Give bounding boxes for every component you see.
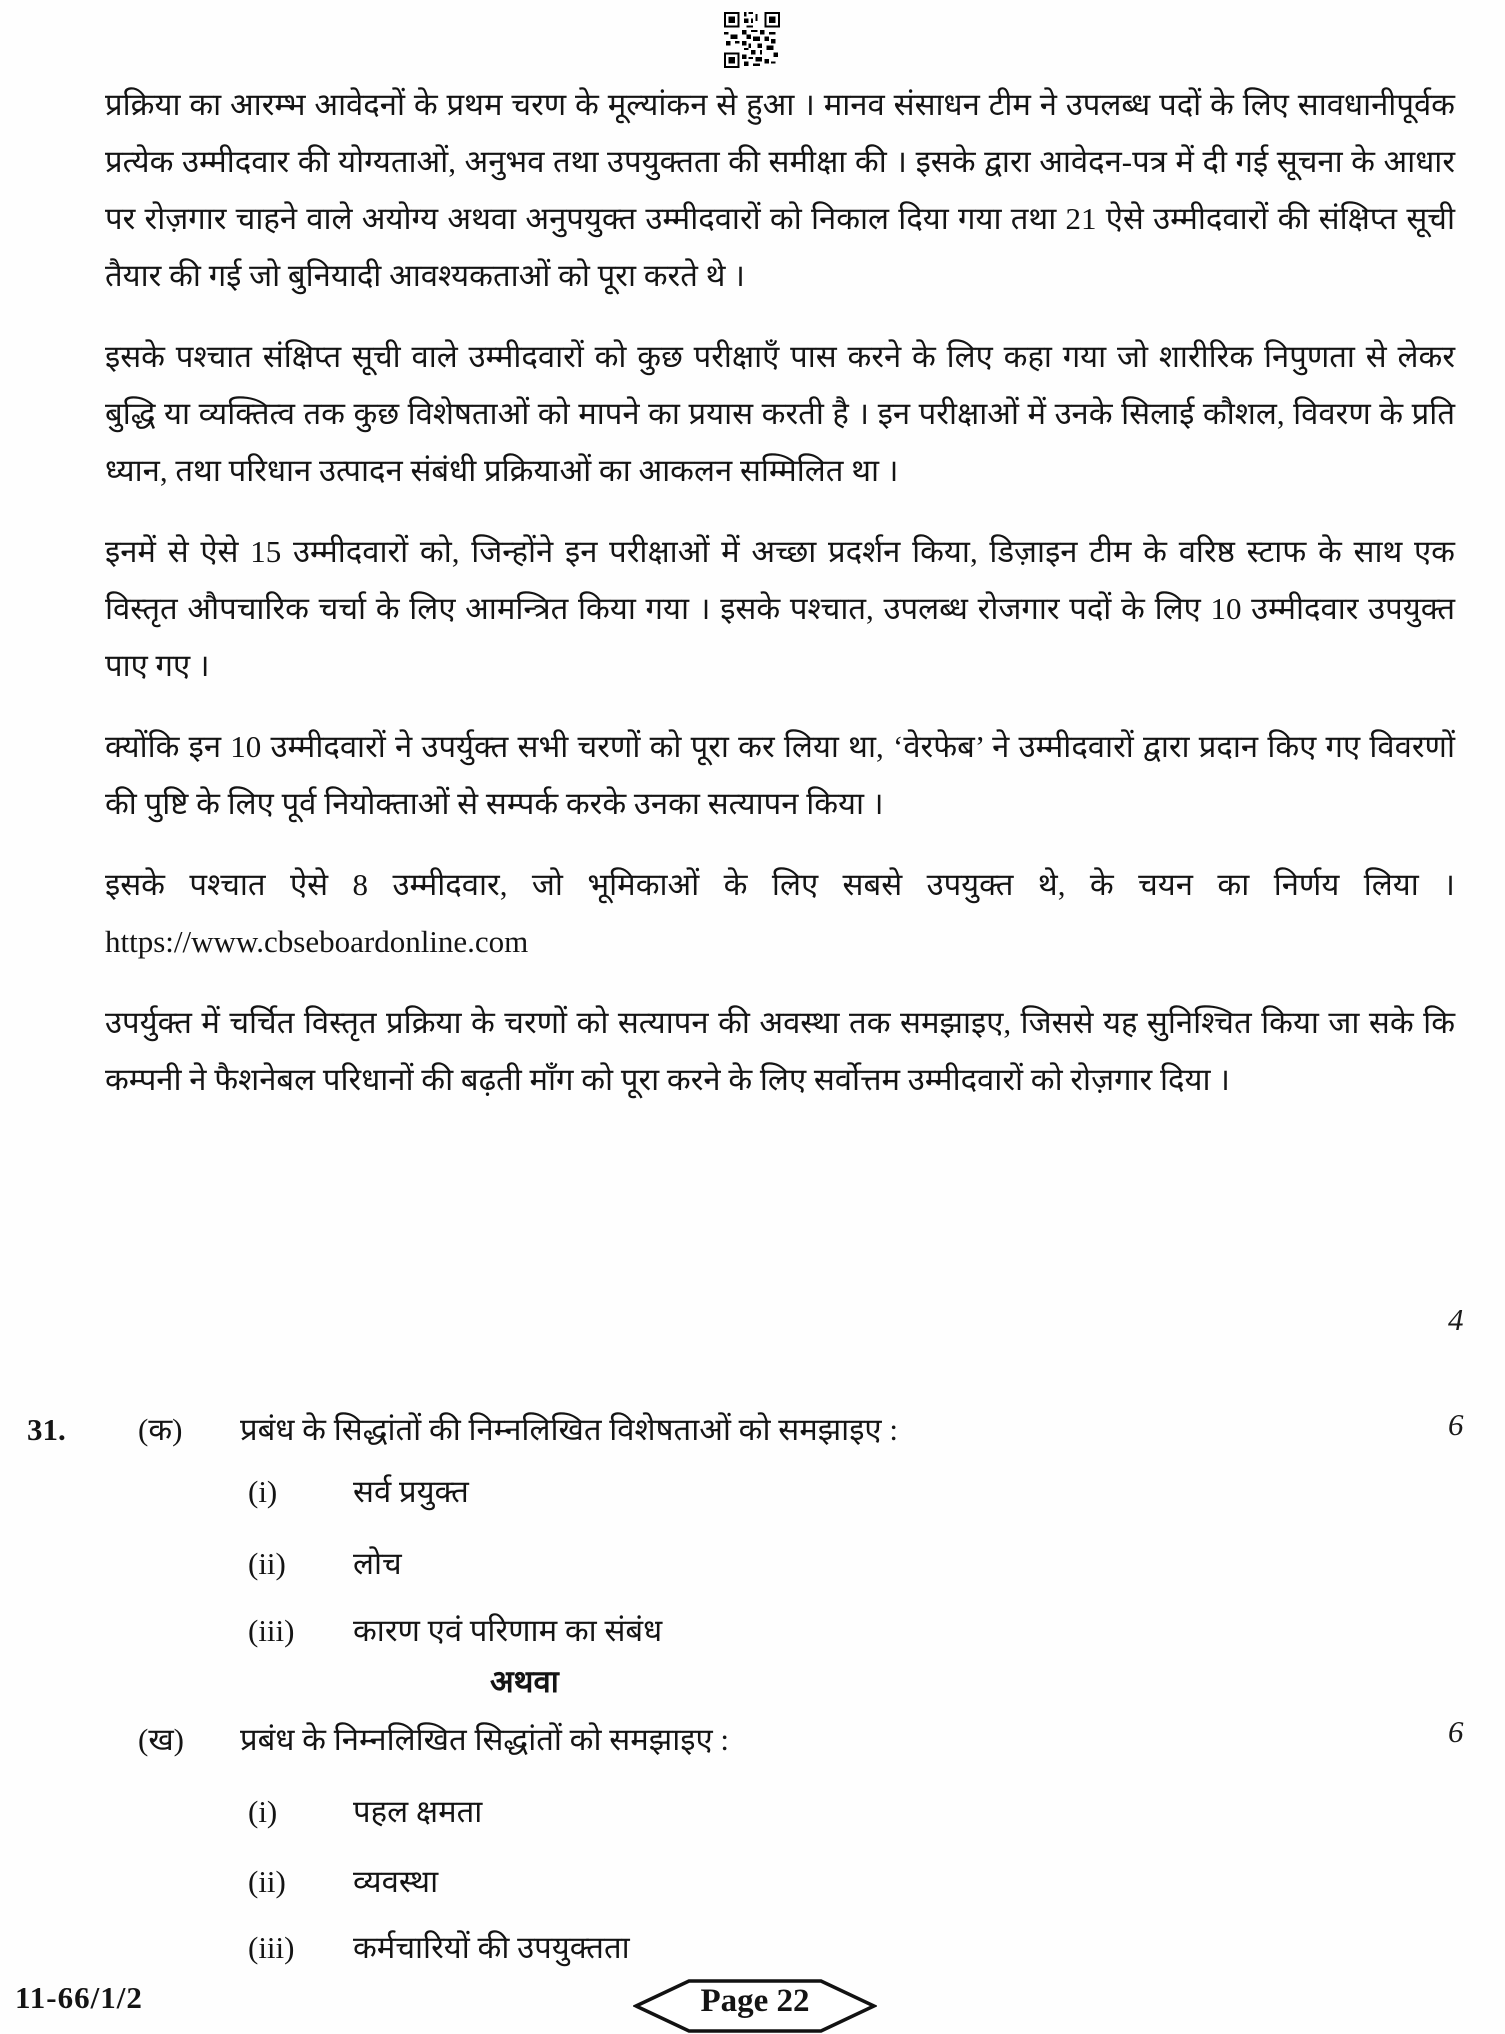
item-text: सर्व प्रयुक्त: [353, 1474, 469, 1509]
case-study-passage: [105, 76, 1455, 1132]
item-number: (i): [248, 1474, 278, 1509]
marks-q31-kha: 6: [1448, 1714, 1464, 1749]
page-number-badge: [633, 1977, 877, 2034]
marks-q31-ka: 6: [1448, 1407, 1464, 1442]
qr-code: [724, 12, 780, 68]
item-number: (i): [248, 1794, 278, 1829]
question-number: 31.: [27, 1412, 66, 1447]
paper-code: 11-66/1/2: [15, 1980, 143, 2015]
item-text: लोच: [353, 1546, 402, 1581]
item-number: (iii): [248, 1613, 295, 1648]
or-separator: अथवा: [490, 1664, 559, 1699]
page-number-label: Page 22: [700, 1983, 810, 2019]
item-text: व्यवस्था: [353, 1864, 439, 1899]
item-text: कारण एवं परिणाम का संबंध: [353, 1613, 663, 1648]
question-31-ka: [0, 1404, 1440, 1466]
passage-paragraph-with-url: इसके पश्चात ऐसे 8 उम्मीदवार, जो भूमिकाओं के लिए सबसे उपयुक्त थे, के चयन का निर्णय लिया । https://www.cbseboardonline.com: [105, 867, 1455, 959]
passage-paragraph: उपर्युक्त में चर्चित विस्तृत प्रक्रिया के चरणों को सत्यापन की अवस्था तक समझाइए, जिससे यह सुनिश्चित किया जा सके कि कम्पनी ने फैशनेबल परिधानों की बढ़ती माँग को पूरा करने के लिए सर्वोत्तम उम्मीदवारों को रोज़गार दिया ।: [105, 1005, 1455, 1097]
or-separator-row: [0, 1656, 1440, 1718]
passage-paragraph: इसके पश्चात संक्षिप्त सूची वाले उम्मीदवारों को कुछ परीक्षाएँ पास करने के लिए कहा गया जो शारीरिक निपुणता से लेकर बुद्धि या व्यक्तित्व तक कुछ विशेषताओं को मापने का प्रयास करती है । इन परीक्षाओं में उनके सिलाई कौशल, विवरण के प्रति ध्यान, तथा परिधान उत्पादन संबंधी प्रक्रियाओं का आकलन सम्मिलित था ।: [105, 339, 1455, 488]
question-31-kha-item-2: [0, 1856, 1440, 1918]
passage-paragraph: क्योंकि इन 10 उम्मीदवारों ने उपर्युक्त सभी चरणों को पूरा कर लिया था, ‘वेरफेब’ ने उम्मीदवारों द्वारा प्रदान किए गए विवरणों की पुष्टि के लिए पूर्व नियोक्ताओं से सम्पर्क करके उनका सत्यापन किया ।: [105, 729, 1455, 821]
question-31-ka-item-1: [0, 1466, 1440, 1528]
question-text-kha: प्रबंध के निम्नलिखित सिद्धांतों को समझाइए :: [240, 1722, 729, 1757]
question-31-kha-item-3: [0, 1922, 1440, 1984]
item-text: पहल क्षमता: [353, 1794, 483, 1829]
item-number: (ii): [248, 1864, 286, 1899]
item-text: कर्मचारियों की उपयुक्तता: [353, 1930, 630, 1965]
question-text-ka: प्रबंध के सिद्धांतों की निम्नलिखित विशेषताओं को समझाइए :: [240, 1412, 898, 1447]
question-31-kha-item-1: [0, 1786, 1440, 1848]
marks-passage: 4: [1448, 1302, 1464, 1337]
question-31-kha: [0, 1714, 1440, 1776]
passage-paragraph: इनमें से ऐसे 15 उम्मीदवारों को, जिन्होंने इन परीक्षाओं में अच्छा प्रदर्शन किया, डिज़ाइन टीम के वरिष्ठ स्टाफ के साथ एक विस्तृत औपचारिक चर्चा के लिए आमन्त्रित किया गया । इसके पश्चात, उपलब्ध रोजगार पदों के लिए 10 उम्मीदवार उपयुक्त पाए गए ।: [105, 534, 1455, 683]
question-31-ka-item-2: [0, 1538, 1440, 1600]
option-label-kha: (ख): [138, 1722, 185, 1757]
passage-paragraph: प्रक्रिया का आरम्भ आवेदनों के प्रथम चरण के मूल्यांकन से हुआ । मानव संसाधन टीम ने उपलब्ध पदों के लिए सावधानीपूर्वक प्रत्येक उम्मीदवार की योग्यताओं, अनुभव तथा उपयुक्तता की समीक्षा की । इसके द्वारा आवेदन-पत्र में दी गई सूचना के आधार पर रोज़गार चाहने वाले अयोग्य अथवा अनुपयुक्त उम्मीदवारों को निकाल दिया गया तथा 21 ऐसे उम्मीदवारों की संक्षिप्त सूची तैयार की गई जो बुनियादी आवश्यकताओं को पूरा करते थे ।: [105, 87, 1455, 293]
item-number: (ii): [248, 1546, 286, 1581]
option-label-ka: (क): [138, 1412, 183, 1447]
item-number: (iii): [248, 1930, 295, 1965]
